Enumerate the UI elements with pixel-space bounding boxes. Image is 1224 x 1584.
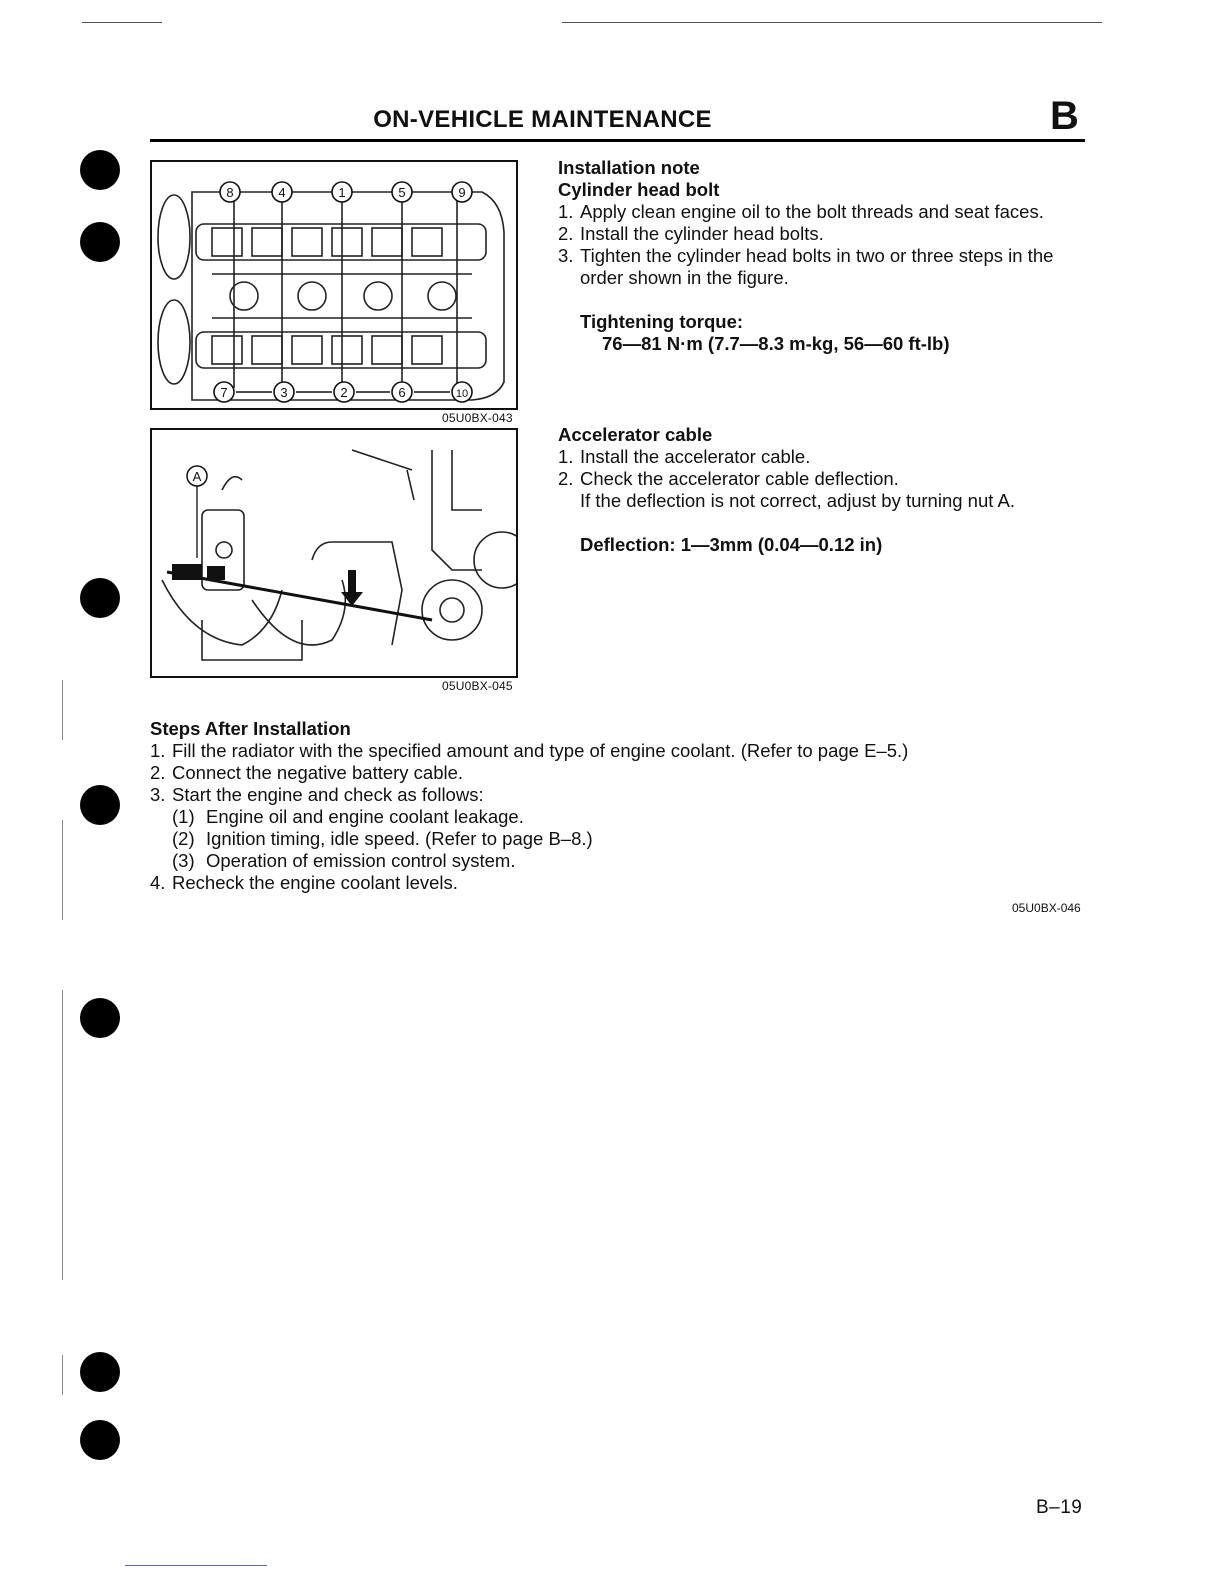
top-rule-right — [562, 22, 1102, 23]
list-item — [150, 872, 1090, 894]
label-a: A — [192, 469, 202, 484]
list-item — [558, 468, 1098, 490]
figure-code: 05U0BX-045 — [442, 679, 513, 693]
section-subheading: Cylinder head bolt — [558, 179, 720, 200]
item-text: Fill the radiator with the specified amount and type of engine coolant. (Refer to page E–5.) — [172, 740, 909, 761]
sub-list-item — [172, 806, 1090, 828]
list-item — [150, 740, 1090, 762]
section-heading: Installation note — [558, 157, 700, 178]
torque-value: 76—81 N·m (7.7—8.3 m-kg, 56—60 ft-lb) — [602, 333, 950, 354]
item-number: 3. — [558, 245, 574, 266]
section-letter: B — [1050, 94, 1079, 138]
bolt-label: 6 — [398, 385, 406, 400]
bolt-label: 1 — [338, 185, 346, 200]
item-text: Ignition timing, idle speed. (Refer to page B–8.) — [206, 828, 593, 849]
bolt-label: 5 — [398, 185, 406, 200]
margin-line — [62, 820, 63, 920]
top-rule-left — [82, 22, 162, 23]
list-item — [558, 223, 1098, 245]
item-text: Engine oil and engine coolant leakage. — [206, 806, 524, 827]
item-number: 1. — [150, 740, 166, 761]
margin-line — [62, 680, 63, 740]
item-text: Install the accelerator cable. — [580, 446, 811, 467]
margin-line — [62, 990, 63, 1280]
bolt-label: 3 — [280, 385, 288, 400]
bottom-rule — [125, 1565, 267, 1566]
installation-note — [558, 157, 1098, 355]
item-number: 4. — [150, 872, 166, 893]
item-number: (3) — [172, 850, 195, 871]
item-text: Start the engine and check as follows: — [172, 784, 484, 805]
item-number: 2. — [558, 468, 574, 489]
torque-label: Tightening torque: — [580, 311, 744, 332]
accelerator-illustration — [152, 430, 516, 676]
item-text: Recheck the engine coolant levels. — [172, 872, 458, 893]
item-number: 2. — [150, 762, 166, 783]
document-code: 05U0BX-046 — [1012, 901, 1081, 915]
sub-list-item — [172, 828, 1090, 850]
punch-hole — [80, 1420, 120, 1460]
header-rule — [150, 139, 1085, 142]
accelerator-figure — [150, 428, 518, 678]
item-number: 3. — [150, 784, 166, 805]
figure-code: 05U0BX-043 — [442, 411, 513, 425]
list-item — [558, 201, 1098, 223]
page-number: B–19 — [1036, 1497, 1083, 1518]
item-number: 1. — [558, 446, 574, 467]
sub-list — [150, 806, 1090, 872]
bolt-label: 7 — [220, 385, 228, 400]
punch-hole — [80, 222, 120, 262]
section-heading: Steps After Installation — [150, 718, 351, 739]
item-text: Operation of emission control system. — [206, 850, 516, 871]
item-text: Apply clean engine oil to the bolt threads and seat faces. — [580, 201, 1044, 222]
list-item — [558, 245, 1098, 289]
bolt-label: 10 — [455, 388, 469, 400]
section-heading: Accelerator cable — [558, 424, 713, 445]
item-number: (2) — [172, 828, 195, 849]
punch-hole — [80, 785, 120, 825]
bolt-label: 9 — [458, 185, 466, 200]
item-text: Tighten the cylinder head bolts in two or three steps in the order shown in the figure. — [580, 245, 1054, 288]
page-title: ON-VEHICLE MAINTENANCE — [373, 106, 712, 133]
adjust-note: If the deflection is not correct, adjust by turning nut A. — [580, 490, 1015, 511]
punch-hole — [80, 1352, 120, 1392]
bolt-label: 4 — [278, 185, 286, 200]
item-text: Install the cylinder head bolts. — [580, 223, 824, 244]
item-number: 1. — [558, 201, 574, 222]
item-number: 2. — [558, 223, 574, 244]
margin-line — [62, 1355, 63, 1395]
item-number: (1) — [172, 806, 195, 827]
list-item — [150, 762, 1090, 784]
bolt-label: 2 — [340, 385, 348, 400]
accelerator-cable-section — [558, 424, 1098, 556]
punch-hole — [80, 998, 120, 1038]
list-item — [558, 446, 1098, 468]
cylinder-head-illustration — [152, 162, 516, 408]
item-text: Connect the negative battery cable. — [172, 762, 464, 783]
item-text: Check the accelerator cable deflection. — [580, 468, 899, 489]
deflection-spec: Deflection: 1—3mm (0.04—0.12 in) — [580, 534, 883, 555]
punch-hole — [80, 578, 120, 618]
list-item — [150, 784, 1090, 806]
steps-after-installation — [150, 718, 1090, 894]
punch-hole — [80, 150, 120, 190]
cylinder-head-figure — [150, 160, 518, 410]
sub-list-item — [172, 850, 1090, 872]
bolt-label: 8 — [226, 185, 234, 200]
